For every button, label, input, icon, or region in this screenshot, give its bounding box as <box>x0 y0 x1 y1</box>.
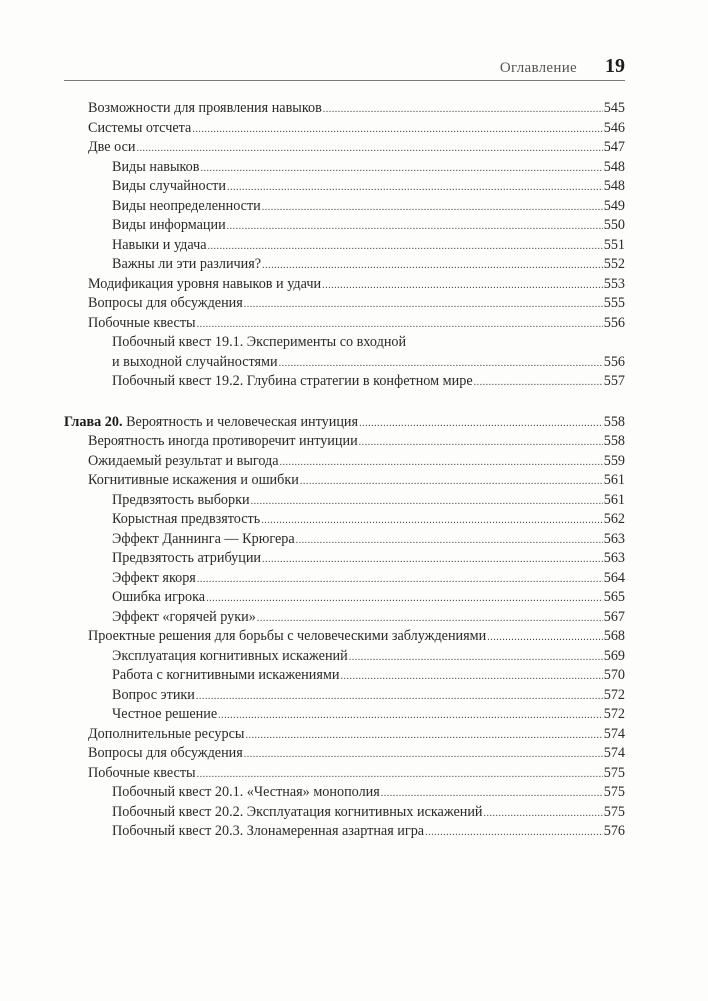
toc-entry-page: 559 <box>603 452 625 469</box>
toc-entry-title: и выходной случайностями <box>112 353 278 370</box>
toc-entry-title: Эффект Даннинга — Крюгера <box>112 530 295 547</box>
chapter-title-text: Вероятность и человеческая интуиция <box>126 413 359 430</box>
toc-entry[interactable] <box>64 822 625 842</box>
toc-entry-page: 575 <box>603 764 625 781</box>
dot-leader <box>227 177 603 198</box>
toc-entry-title: Работа с когнитивными искажениями <box>112 667 340 683</box>
toc-entry-title: Системы отсчета <box>88 119 192 136</box>
toc-entry-title: Ожидаемый результат и выгода <box>88 452 279 469</box>
toc-entry-page: 556 <box>603 314 625 331</box>
toc-entry-title: Проектные решения для борьбы с человеческими заблуждениями <box>88 628 487 644</box>
toc-chapter-20[interactable] <box>64 413 625 433</box>
toc-entry-page: 558 <box>603 433 625 449</box>
toc-entry[interactable] <box>64 705 625 725</box>
dot-leader <box>197 314 603 335</box>
dot-leader <box>262 197 603 218</box>
toc-entry-title: Вопросы для обсуждения <box>88 745 243 761</box>
dot-leader <box>196 686 603 707</box>
table-of-contents <box>64 99 625 842</box>
dot-leader <box>251 491 603 512</box>
toc-entry[interactable] <box>64 647 625 667</box>
toc-entry-page: 561 <box>603 491 625 508</box>
toc-entry[interactable] <box>64 686 625 706</box>
toc-entry[interactable] <box>64 666 625 686</box>
dot-leader <box>279 353 603 374</box>
toc-entry-page: 565 <box>603 589 625 605</box>
toc-entry-title: Эффект «горячей руки» <box>112 608 256 625</box>
toc-entry-title: Виды случайности <box>112 178 226 194</box>
toc-entry-page: 548 <box>603 158 625 175</box>
dot-leader <box>262 549 603 570</box>
toc-entry-page: 562 <box>603 511 625 527</box>
dot-leader <box>136 138 602 159</box>
toc-entry[interactable] <box>64 432 625 452</box>
toc-entry-page: 570 <box>603 667 625 683</box>
toc-entry-title: Корыстная предвзятость <box>112 511 261 527</box>
toc-entry[interactable] <box>64 783 625 803</box>
toc-entry[interactable] <box>64 138 625 158</box>
toc-entry[interactable] <box>64 510 625 530</box>
toc-entry-title: Возможности для проявления навыков <box>88 100 322 116</box>
dot-leader <box>425 822 603 843</box>
dot-leader <box>257 608 603 629</box>
dot-leader <box>244 744 603 765</box>
toc-entry[interactable] <box>64 99 625 119</box>
toc-entry-page: 555 <box>603 295 625 311</box>
toc-entry[interactable] <box>64 197 625 217</box>
toc-entry[interactable] <box>64 294 625 314</box>
toc-entry[interactable] <box>64 216 625 236</box>
dot-leader <box>474 372 603 393</box>
toc-entry-page: 568 <box>603 628 625 644</box>
toc-entry-title: Виды неопределенности <box>112 197 261 214</box>
toc-entry[interactable] <box>64 275 625 295</box>
toc-entry[interactable] <box>64 569 625 589</box>
toc-entry-page: 572 <box>603 706 625 722</box>
toc-entry-quest-19-1[interactable] <box>64 353 625 373</box>
toc-entry[interactable] <box>64 452 625 472</box>
toc-entry-page: 558 <box>603 413 625 430</box>
toc-entry-page: 557 <box>603 373 625 389</box>
toc-chapter-19-section <box>64 99 625 333</box>
dot-leader <box>227 216 603 237</box>
toc-entry-title: Побочный квест 19.1. Эксперименты со входной <box>112 334 407 350</box>
dot-leader <box>262 255 603 276</box>
dot-leader <box>244 294 603 315</box>
toc-entry-page: 561 <box>603 472 625 488</box>
running-header <box>64 52 625 81</box>
toc-entry-page: 549 <box>603 197 625 214</box>
toc-entry-title: Две оси <box>88 139 136 155</box>
dot-leader <box>296 530 603 551</box>
dot-leader <box>245 725 602 746</box>
toc-entry-title: Вероятность иногда противоречит интуиции <box>88 433 358 449</box>
dot-leader <box>381 783 603 804</box>
toc-entry-title: Побочные квесты <box>88 764 196 781</box>
dot-leader <box>208 236 603 257</box>
toc-entry-page: 569 <box>603 647 625 664</box>
toc-entry-title: Побочный квест 20.3. Злонамеренная азартная игра <box>112 823 425 839</box>
toc-entry-title: Побочные квесты <box>88 314 196 331</box>
toc-entry-title: Эксплуатация когнитивных искажений <box>112 647 348 664</box>
toc-entry-quest-19-1-line1[interactable] <box>64 333 625 353</box>
toc-entry-title: Ошибка игрока <box>112 589 206 605</box>
toc-entry[interactable] <box>64 744 625 764</box>
toc-entry[interactable] <box>64 119 625 139</box>
toc-entry-page: 545 <box>603 100 625 116</box>
toc-entry-title: Вопрос этики <box>112 686 195 703</box>
dot-leader <box>349 647 603 668</box>
toc-entry-title: Эффект якоря <box>112 569 196 586</box>
toc-entry[interactable] <box>64 177 625 197</box>
dot-leader <box>218 705 603 726</box>
dot-leader <box>484 803 603 824</box>
toc-entry[interactable] <box>64 608 625 628</box>
dot-leader <box>206 588 603 609</box>
toc-entry-title: Предвзятость выборки <box>112 491 250 508</box>
toc-entry-title: Дополнительные ресурсы <box>88 725 245 742</box>
page-number: 19 <box>605 55 625 77</box>
dot-leader <box>300 471 603 492</box>
toc-entry-page: 547 <box>603 139 625 155</box>
toc-entry-page: 574 <box>603 745 625 761</box>
toc-entry-title: Вопросы для обсуждения <box>88 295 243 311</box>
toc-entry-page: 564 <box>603 569 625 586</box>
toc-entry[interactable] <box>64 725 625 745</box>
toc-entry-page: 563 <box>603 530 625 547</box>
toc-entry-title: Честное решение <box>112 706 218 722</box>
chapter-spacer <box>64 392 625 413</box>
dot-leader <box>197 569 603 590</box>
toc-chapter-20-section <box>64 432 625 842</box>
toc-entry-page: 552 <box>603 256 625 272</box>
toc-entry-page: 551 <box>603 236 625 253</box>
toc-entry[interactable] <box>64 549 625 569</box>
toc-entry-quest-19-2[interactable] <box>64 372 625 392</box>
toc-entry[interactable] <box>64 471 625 491</box>
dot-leader <box>487 627 602 648</box>
toc-entry[interactable] <box>64 236 625 256</box>
toc-entry[interactable] <box>64 255 625 275</box>
running-header-title: Оглавление <box>499 60 577 76</box>
dot-leader <box>261 510 603 531</box>
toc-entry-page: 576 <box>603 823 625 839</box>
toc-entry-page: 556 <box>603 353 625 370</box>
toc-entry-title: Предвзятость атрибуции <box>112 550 262 566</box>
toc-entry-page: 567 <box>603 608 625 625</box>
toc-entry-title: Виды информации <box>112 217 226 233</box>
dot-leader <box>359 413 603 434</box>
toc-entry[interactable] <box>64 627 625 647</box>
dot-leader <box>322 275 603 296</box>
toc-entry-title: Побочный квест 20.1. «Честная» монополия <box>112 784 380 800</box>
dot-leader <box>197 764 603 785</box>
dot-leader <box>200 158 602 179</box>
toc-entry-page: 548 <box>603 178 625 194</box>
toc-entry-page: 575 <box>603 784 625 800</box>
toc-entry-title: Когнитивные искажения и ошибки <box>88 472 299 488</box>
toc-entry[interactable] <box>64 530 625 550</box>
dot-leader <box>192 119 602 140</box>
dot-leader <box>280 452 603 473</box>
toc-entry-page: 553 <box>603 275 625 292</box>
toc-entry[interactable] <box>64 314 625 334</box>
dot-leader <box>340 666 602 687</box>
toc-entry[interactable] <box>64 158 625 178</box>
toc-entry[interactable] <box>64 588 625 608</box>
toc-entry-title: Модификация уровня навыков и удачи <box>88 275 322 292</box>
toc-entry-page: 550 <box>603 217 625 233</box>
toc-entry-title: Побочный квест 20.2. Эксплуатация когнитивных искажений <box>112 803 483 820</box>
toc-entry-title: Важны ли эти различия? <box>112 256 262 272</box>
toc-entry-page: 546 <box>603 119 625 136</box>
toc-entry[interactable] <box>64 803 625 823</box>
toc-entry-title: Навыки и удача <box>112 236 207 253</box>
toc-entry-page: 563 <box>603 550 625 566</box>
toc-entry[interactable] <box>64 764 625 784</box>
dot-leader <box>359 432 603 453</box>
toc-entry[interactable] <box>64 491 625 511</box>
toc-chapter-title <box>64 413 358 433</box>
toc-entry-title: Виды навыков <box>112 158 200 175</box>
dot-leader <box>323 99 603 120</box>
toc-entry-page: 575 <box>603 803 625 820</box>
toc-entry-title: Побочный квест 19.2. Глубина стратегии в конфетном мире <box>112 373 473 389</box>
chapter-number: Глава 20. <box>64 413 123 430</box>
toc-entry-page: 572 <box>603 686 625 703</box>
toc-entry-page: 574 <box>603 725 625 742</box>
